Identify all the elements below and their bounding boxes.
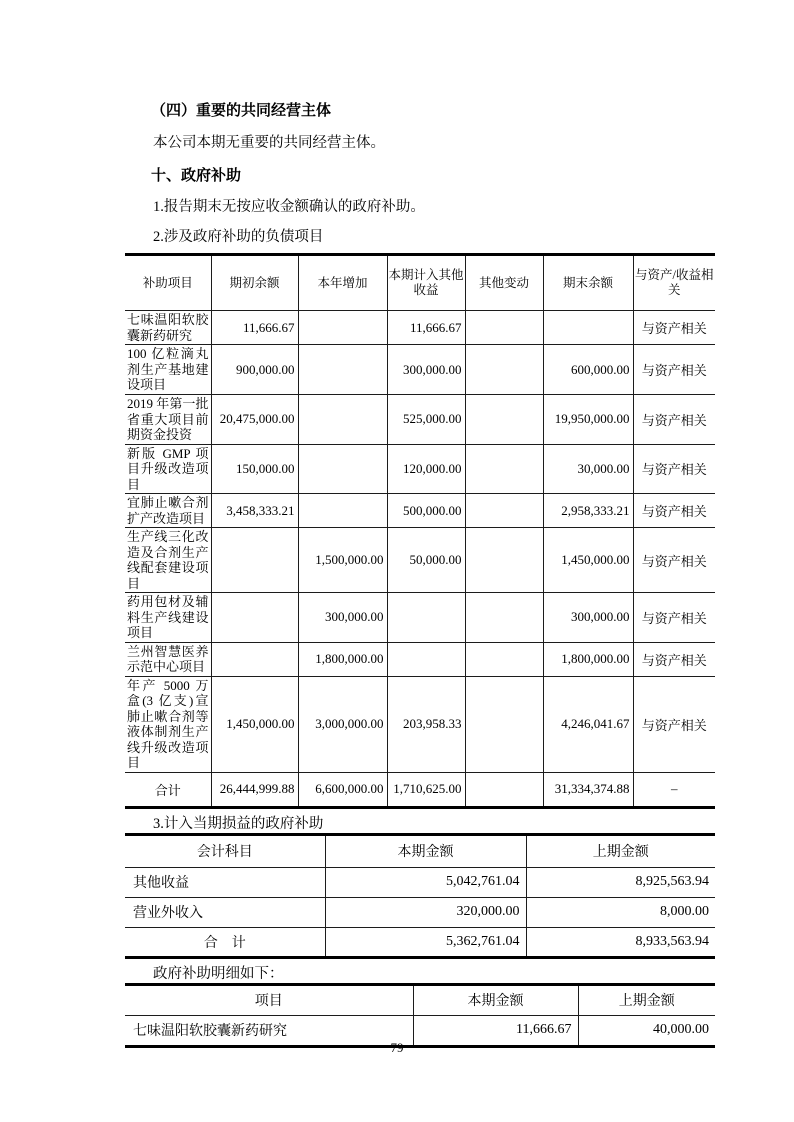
to-other-income: [387, 593, 465, 643]
para-item-2: 2.涉及政府补助的负债项目: [153, 229, 324, 245]
col-header: 本期金额: [325, 834, 526, 867]
col-header: 本期金额: [413, 984, 578, 1015]
other-change: [465, 676, 543, 772]
col-header: 期初余额: [211, 255, 298, 311]
subsidy-project: 宜肺止嗽合剂扩产改造项目: [125, 494, 211, 528]
increase: 300,000.00: [298, 593, 387, 643]
prior-amount-total: 8,933,563.94: [526, 927, 715, 957]
table-row: [125, 593, 715, 643]
total-label: 合计: [125, 772, 211, 807]
total-label: 合 计: [125, 927, 325, 957]
increase: 1,500,000.00: [298, 528, 387, 593]
related-total-dash: –: [633, 772, 715, 807]
subsidy-detail-table: [125, 983, 715, 1048]
table-row: [125, 528, 715, 593]
other-change: [465, 311, 543, 345]
increase-total: 6,600,000.00: [298, 772, 387, 807]
closing-balance: 19,950,000.00: [543, 395, 633, 445]
to-other-income-total: 1,710,625.00: [387, 772, 465, 807]
increase: [298, 444, 387, 494]
prior-amount: 8,000.00: [526, 897, 715, 927]
col-header: 补助项目: [125, 255, 211, 311]
para-item-1: 1.报告期末无按应收金额确认的政府补助。: [153, 199, 425, 215]
opening-balance: [211, 528, 298, 593]
subsidy-project: 药用包材及辅料生产线建设项目: [125, 593, 211, 643]
other-change: [465, 528, 543, 593]
opening-balance: 150,000.00: [211, 444, 298, 494]
increase: [298, 311, 387, 345]
increase: [298, 395, 387, 445]
asset-income-related: 与资产相关: [633, 444, 715, 494]
asset-income-related: 与资产相关: [633, 676, 715, 772]
subsidy-project: 生产线三化改造及合剂生产线配套建设项目: [125, 528, 211, 593]
increase: [298, 345, 387, 395]
opening-balance-total: 26,444,999.88: [211, 772, 298, 807]
to-other-income: 300,000.00: [387, 345, 465, 395]
asset-income-related: 与资产相关: [633, 642, 715, 676]
closing-balance-total: 31,334,374.88: [543, 772, 633, 807]
opening-balance: 3,458,333.21: [211, 494, 298, 528]
to-other-income: 50,000.00: [387, 528, 465, 593]
page-content: [125, 0, 715, 1048]
table-row: [125, 642, 715, 676]
detail-header-row: [125, 984, 715, 1015]
col-header: 其他变动: [465, 255, 543, 311]
other-change: [465, 593, 543, 643]
subsidy-project: 新版 GMP 项目升级改造项目: [125, 444, 211, 494]
col-header: 与资产/收益相关: [633, 255, 715, 311]
profit-loss-header-row: [125, 834, 715, 867]
opening-balance: 11,666.67: [211, 311, 298, 345]
opening-balance: 1,450,000.00: [211, 676, 298, 772]
col-header: 上期金额: [578, 984, 715, 1015]
asset-income-related: 与资产相关: [633, 395, 715, 445]
other-change: [465, 345, 543, 395]
table-row: [125, 867, 715, 897]
col-header: 上期金额: [526, 834, 715, 867]
to-other-income: 525,000.00: [387, 395, 465, 445]
table-row: [125, 676, 715, 772]
current-amount-total: 5,362,761.04: [325, 927, 526, 957]
col-header: 项目: [125, 984, 413, 1015]
table-row: [125, 494, 715, 528]
asset-income-related: 与资产相关: [633, 593, 715, 643]
increase: [298, 494, 387, 528]
closing-balance: 600,000.00: [543, 345, 633, 395]
to-other-income: 203,958.33: [387, 676, 465, 772]
subsidy-project: 兰州智慧医养示范中心项目: [125, 642, 211, 676]
table-row: [125, 897, 715, 927]
subsidy-project: 2019 年第一批省重大项目前期资金投资: [125, 395, 211, 445]
profit-loss-table: [125, 833, 715, 959]
to-other-income: [387, 642, 465, 676]
increase: 3,000,000.00: [298, 676, 387, 772]
para-item-3: 3.计入当期损益的政府补助: [153, 815, 324, 832]
col-header: 本期计入其他收益: [387, 255, 465, 311]
current-amount: 11,666.67: [413, 1015, 578, 1046]
opening-balance: [211, 642, 298, 676]
other-change-total: [465, 772, 543, 807]
table-row: [125, 395, 715, 445]
closing-balance: 1,800,000.00: [543, 642, 633, 676]
heading-section-4: （四）重要的共同经营主体: [151, 103, 332, 119]
closing-balance: 1,450,000.00: [543, 528, 633, 593]
page-number: 79: [390, 1040, 404, 1055]
table-row: [125, 345, 715, 395]
account-name: 其他收益: [125, 867, 325, 897]
subsidy-project: 年产 5000 万盒(3 亿支)宣肺止嗽合剂等液体制剂生产线升级改造项目: [125, 676, 211, 772]
subsidy-project: 七味温阳软胶囊新药研究: [125, 311, 211, 345]
to-other-income: 11,666.67: [387, 311, 465, 345]
table-row: [125, 311, 715, 345]
col-header: 本年增加: [298, 255, 387, 311]
subsidy-item: 七味温阳软胶囊新药研究: [125, 1015, 413, 1046]
current-amount: 320,000.00: [325, 897, 526, 927]
asset-income-related: 与资产相关: [633, 494, 715, 528]
table-row: [125, 444, 715, 494]
prior-amount: 8,925,563.94: [526, 867, 715, 897]
total-row: [125, 927, 715, 957]
col-header: 期末余额: [543, 255, 633, 311]
closing-balance: 30,000.00: [543, 444, 633, 494]
current-amount: 5,042,761.04: [325, 867, 526, 897]
other-change: [465, 444, 543, 494]
increase: 1,800,000.00: [298, 642, 387, 676]
closing-balance: 300,000.00: [543, 593, 633, 643]
to-other-income: 120,000.00: [387, 444, 465, 494]
closing-balance: 2,958,333.21: [543, 494, 633, 528]
total-row: [125, 772, 715, 807]
opening-balance: 900,000.00: [211, 345, 298, 395]
other-change: [465, 494, 543, 528]
asset-income-related: 与资产相关: [633, 528, 715, 593]
para-no-joint-venture: 本公司本期无重要的共同经营主体。: [153, 135, 385, 151]
col-header: 会计科目: [125, 834, 325, 867]
closing-balance: [543, 311, 633, 345]
other-change: [465, 395, 543, 445]
other-change: [465, 642, 543, 676]
to-other-income: 500,000.00: [387, 494, 465, 528]
opening-balance: [211, 593, 298, 643]
prior-amount: 40,000.00: [578, 1015, 715, 1046]
closing-balance: 4,246,041.67: [543, 676, 633, 772]
account-name: 营业外收入: [125, 897, 325, 927]
opening-balance: 20,475,000.00: [211, 395, 298, 445]
liabilities-header-row: [125, 255, 715, 311]
liabilities-table: [125, 253, 715, 809]
subsidy-project: 100 亿粒滴丸剂生产基地建设项目: [125, 345, 211, 395]
asset-income-related: 与资产相关: [633, 345, 715, 395]
asset-income-related: 与资产相关: [633, 311, 715, 345]
para-detail-note: 政府补助明细如下：: [153, 965, 284, 982]
heading-section-10: 十、政府补助: [151, 168, 242, 184]
